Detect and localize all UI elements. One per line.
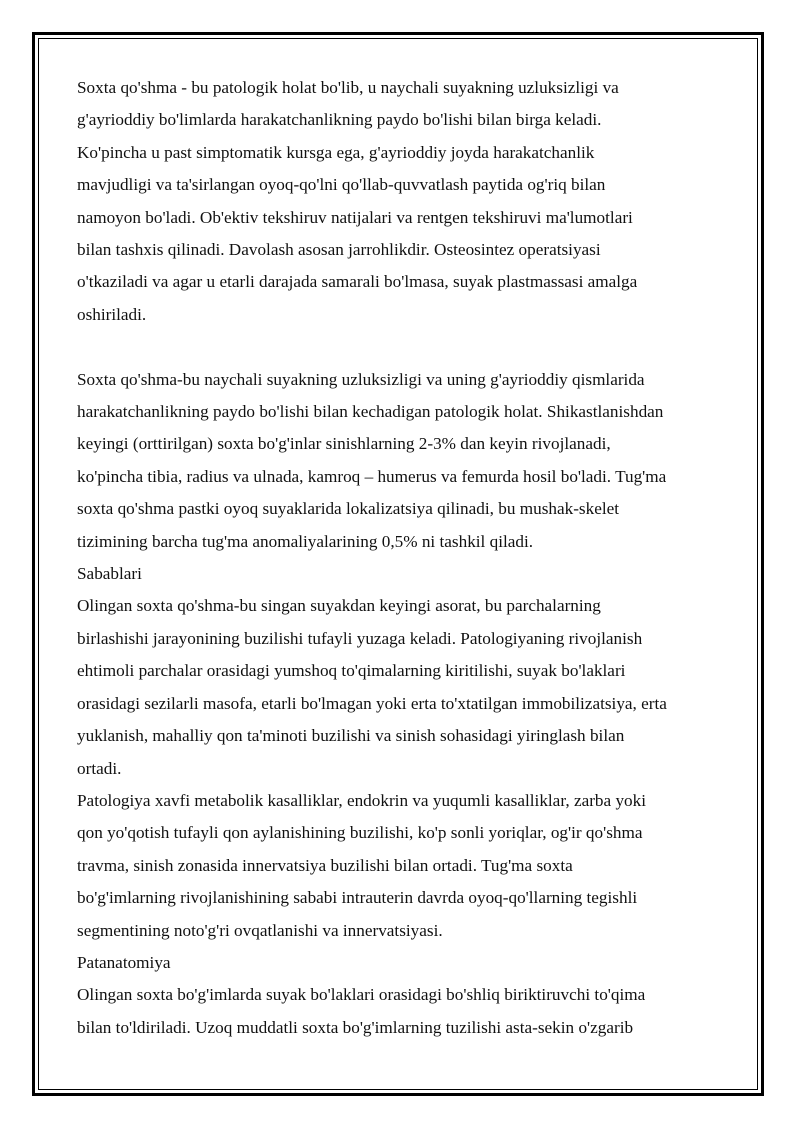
document-body [77, 72, 737, 1044]
text-line: ko'pincha tibia, radius va ulnada, kamroq – humerus va femurda hosil bo'ladi. Tug'ma [77, 466, 667, 486]
text-line: keyingi (orttirilgan) soxta bo'g'inlar sinishlarning 2-3% dan keyin rivojlanadi, [77, 434, 611, 454]
text-line: namoyon bo'ladi. Ob'ektiv tekshiruv natijalari va rentgen tekshiruvi ma'lumotlari [77, 207, 633, 227]
text-line: mavjudligi va ta'sirlangan oyoq-qo'lni qo'llab-quvvatlash paytida og'riq bilan [77, 175, 606, 195]
section-heading-patanatomiya: Patanatomiya [77, 952, 171, 972]
text-line: ehtimoli parchalar orasidagi yumshoq to'qimalarning kiritilishi, suyak bo'laklari [77, 661, 626, 681]
text-line: segmentining noto'g'ri ovqatlanishi va innervatsiyasi. [77, 920, 443, 940]
text-line: Olingan soxta qo'shma-bu singan suyakdan keyingi asorat, bu parchalarning [77, 596, 601, 616]
text-line: oshiriladi. [77, 304, 147, 324]
paragraph-intro [77, 72, 737, 331]
text-line: o'tkaziladi va agar u etarli darajada samarali bo'lmasa, suyak plastmassasi amalga [77, 272, 638, 292]
text-line: qon yo'qotish tufayli qon aylanishining buzilishi, ko'p sonli yoriqlar, og'ir qo'shma [77, 823, 643, 843]
text-line: tizimining barcha tug'ma anomaliyalarining 0,5% ni tashkil qiladi. [77, 531, 534, 551]
text-line: birlashishi jarayonining buzilishi tufayli yuzaga keladi. Patologiyaning rivojlanish [77, 628, 643, 648]
text-line: Ko'pincha u past simptomatik kursga ega, g'ayrioddiy joyda harakatchanlik [77, 142, 595, 162]
paragraph-causes [77, 590, 737, 784]
paragraph-definition [77, 364, 737, 558]
text-line: travma, sinish zonasida innervatsiya buzilishi bilan ortadi. Tug'ma soxta [77, 855, 573, 875]
text-line: Patologiya xavfi metabolik kasalliklar, endokrin va yuqumli kasalliklar, zarba yoki [77, 790, 646, 810]
text-line: Olingan soxta bo'g'imlarda suyak bo'laklari orasidagi bo'shliq biriktiruvchi to'qima [77, 985, 646, 1005]
text-line: Soxta qo'shma - bu patologik holat bo'lib, u naychali suyakning uzluksizligi va [77, 78, 619, 97]
paragraph-risk [77, 785, 737, 947]
text-line: harakatchanlikning paydo bo'lishi bilan kechadigan patologik holat. Shikastlanishdan [77, 402, 664, 422]
text-line: g'ayrioddiy bo'limlarda harakatchanlikning paydo bo'lishi bilan birga keladi. [77, 110, 602, 130]
text-line: orasidagi sezilarli masofa, etarli bo'lmagan yoki erta to'xtatilgan immobilizatsiya, erta [77, 693, 667, 713]
text-line: bo'g'imlarning rivojlanishining sababi intrauterin davrda oyoq-qo'llarning tegishli [77, 888, 638, 908]
text-line: bilan to'ldiriladi. Uzoq muddatli soxta bo'g'imlarning tuzilishi asta-sekin o'zgarib [77, 1017, 634, 1037]
text-line: yuklanish, mahalliy qon ta'minoti buzilishi va sinish sohasidagi yiringlash bilan [77, 726, 625, 746]
text-line: Soxta qo'shma-bu naychali suyakning uzluksizligi va uning g'ayrioddiy qismlarida [77, 369, 645, 389]
text-line: soxta qo'shma pastki oyoq suyaklarida lokalizatsiya qilinadi, bu mushak-skelet [77, 499, 620, 519]
text-line: bilan tashxis qilinadi. Davolash asosan jarrohlikdir. Osteosintez operatsiyasi [77, 240, 601, 260]
section-heading-sabablari: Sabablari [77, 564, 142, 584]
text-line: ortadi. [77, 758, 122, 778]
paragraph-pathanatomy [77, 979, 737, 1044]
paragraph-spacer [77, 331, 737, 363]
